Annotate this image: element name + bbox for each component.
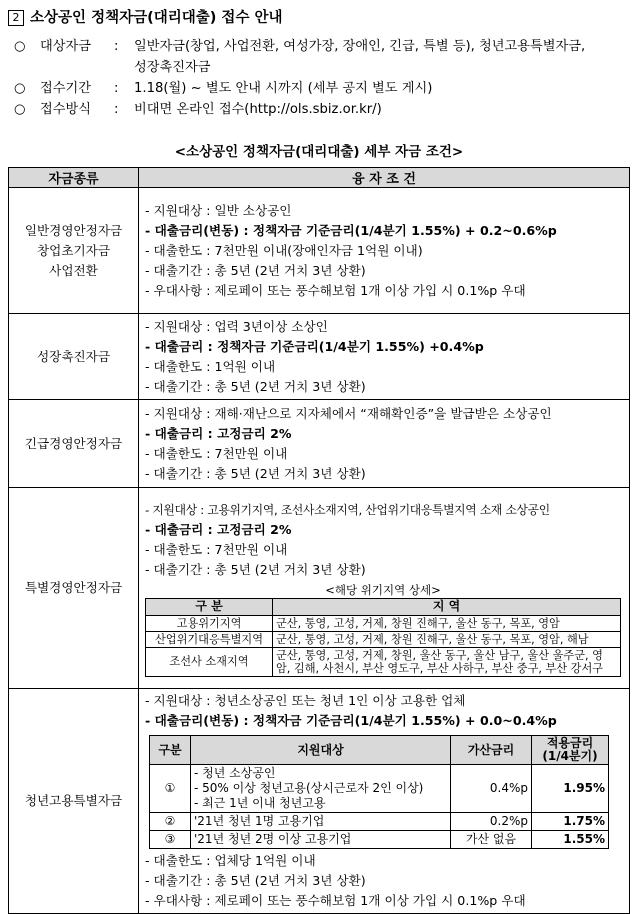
condition-line: - 대출기간 : 총 5년 (2년 거치 3년 상환): [145, 378, 366, 394]
youth-header-row: [150, 736, 609, 765]
table-row: [9, 488, 630, 689]
youth-header-rate: 적용금리 (1/4분기): [532, 736, 609, 765]
region-row: [146, 631, 621, 647]
youth-row: [150, 831, 609, 849]
condition-line: - 지원대상 : 일반 소상공인: [145, 202, 292, 218]
region-table-caption: <해당 위기지역 상세>: [325, 582, 441, 597]
intro-label: 접수기간: [40, 81, 91, 96]
region-kind: 조선사 소재지역: [146, 647, 273, 676]
intro-value-continued: 성장촉진자금: [134, 60, 211, 75]
intro-value: 1.18(월) ~ 별도 안내 시까지 (세부 공지 별도 게시): [134, 81, 433, 96]
youth-no: ①: [150, 765, 191, 813]
condition-line: - 우대사항 : 제로페이 또는 풍수해보험 1개 이상 가입 시 0.1%p 우대: [145, 893, 526, 908]
region-row: [146, 647, 621, 676]
conditions-cell: [139, 488, 630, 689]
intro-item: [14, 78, 634, 99]
conditions-cell: [139, 689, 630, 914]
circle-bullet-icon: ○: [14, 39, 26, 54]
table-row: [9, 188, 630, 314]
youth-target-line: - 청년 소상공인: [194, 766, 276, 780]
youth-no: ②: [150, 813, 191, 831]
youth-target-line: - 최근 1년 이내 청년고용: [194, 796, 326, 810]
fund-type-cell: [9, 400, 139, 488]
youth-header-no: 구분: [150, 736, 191, 765]
youth-rate: 1.55%: [532, 831, 609, 849]
crisis-region-table: [145, 598, 621, 677]
youth-rate: 1.95%: [532, 765, 609, 813]
condition-line: - 우대사항 : 제로페이 또는 풍수해보험 1개 이상 가입 시 0.1%p 우대: [145, 282, 526, 298]
condition-line: - 지원대상 : 청년소상공인 또는 청년 1인 이상 고용한 업체: [145, 693, 466, 708]
fund-conditions-table: [8, 167, 630, 914]
youth-add: 0.2%p: [451, 813, 532, 831]
youth-no: ③: [150, 831, 191, 849]
condition-line-rate: - 대출금리(변동) : 정책자금 기준금리(1/4분기 1.55%) + 0.0~0.4%p: [145, 713, 557, 728]
fund-type-label: 창업초기자금: [37, 242, 110, 258]
condition-line: - 대출한도 : 7천만원 이내: [145, 445, 288, 461]
fund-type-label: 사업전환: [49, 262, 98, 278]
intro-item: [14, 36, 634, 57]
region-kind: 산업위기대응특별지역: [146, 631, 273, 647]
intro-label: 대상자금: [40, 39, 91, 54]
section-number: 2: [8, 10, 24, 26]
table-row: [9, 689, 630, 914]
region-area: 군산, 통영, 고성, 거제, 창원 진해구, 울산 동구, 목포, 영암, 해남: [273, 631, 621, 647]
circle-bullet-icon: ○: [14, 102, 26, 117]
condition-line: - 지원대상 : 고용위기지역, 조선사소재지역, 산업위기대응특별지역 소재 소상공인: [145, 502, 550, 517]
youth-header-add: 가산금리: [451, 736, 532, 765]
region-header-area: 지 역: [273, 598, 621, 615]
conditions-cell: [139, 400, 630, 488]
youth-row: [150, 765, 609, 813]
youth-header-target: 지원대상: [191, 736, 451, 765]
condition-line: - 대출기간 : 총 5년 (2년 거치 3년 상환): [145, 262, 366, 278]
table-row: [9, 314, 630, 400]
fund-type-cell: [9, 188, 139, 314]
condition-line: - 대출기간 : 총 5년 (2년 거치 3년 상환): [145, 465, 366, 481]
condition-line-rate: - 대출금리 : 고정금리 2%: [145, 521, 292, 537]
region-kind: 고용위기지역: [146, 615, 273, 631]
youth-target-line: - 50% 이상 청년고용(상시근로자 2인 이상): [194, 781, 424, 795]
condition-line-rate: - 대출금리 : 정책자금 기준금리(1/4분기 1.55%) +0.4%p: [145, 338, 484, 354]
fund-type-label: 성장촉진자금: [37, 348, 110, 364]
condition-line: - 지원대상 : 업력 3년이상 소상인: [145, 318, 328, 334]
section-title: [8, 6, 283, 27]
condition-line-rate: - 대출금리(변동) : 정책자금 기준금리(1/4분기 1.55%) + 0.2~0.6%p: [145, 222, 557, 238]
youth-add: 0.4%p: [451, 765, 532, 813]
intro-separator: :: [114, 39, 119, 54]
condition-line: - 대출기간 : 총 5년 (2년 거치 3년 상환): [145, 561, 366, 577]
conditions-cell: [139, 314, 630, 400]
fund-type-cell: [9, 314, 139, 400]
conditions-cell: [139, 188, 630, 314]
table-row: [9, 400, 630, 488]
condition-line: - 대출한도 : 1억원 이내: [145, 358, 276, 374]
condition-line-rate: - 대출금리 : 고정금리 2%: [145, 425, 292, 441]
intro-list: [14, 36, 634, 120]
condition-line: - 대출기간 : 총 5년 (2년 거치 3년 상환): [145, 873, 366, 888]
condition-line: - 대출한도 : 7천만원 이내(장애인자금 1억원 이내): [145, 242, 423, 258]
intro-value: 비대면 온라인 접수(http://ols.sbiz.or.kr/): [134, 102, 382, 117]
youth-target: '21년 청년 1명 고용기업: [191, 813, 451, 831]
circle-bullet-icon: ○: [14, 81, 26, 96]
fund-type-label: 특별경영안정자금: [24, 580, 123, 595]
youth-target: '21년 청년 2명 이상 고용기업: [191, 831, 451, 849]
condition-line: - 대출한도 : 업체당 1억원 이내: [145, 853, 316, 868]
fund-type-label: 긴급경영안정자금: [24, 435, 123, 451]
region-row: [146, 615, 621, 631]
region-area: 군산, 통영, 고성, 거제, 창원, 울산 동구, 울산 남구, 울산 울주군, 영암, 김해, 사천시, 부산 영도구, 부산 사하구, 부산 중구, 부산 강서구: [273, 647, 621, 676]
fund-type-label: 일반경영안정자금: [24, 222, 123, 238]
intro-label: 접수방식: [40, 102, 91, 117]
intro-separator: :: [114, 102, 119, 117]
table-subtitle: <소상공인 정책자금(대리대출) 세부 자금 조건>: [174, 144, 464, 160]
fund-type-cell: [9, 488, 139, 689]
region-header-kind: 구 분: [146, 598, 273, 615]
region-header-row: [146, 598, 621, 615]
page-title: 소상공인 정책자금(대리대출) 접수 안내: [30, 10, 283, 26]
youth-rate: 1.75%: [532, 813, 609, 831]
youth-target: [191, 765, 451, 813]
intro-separator: :: [114, 81, 119, 96]
condition-line: - 지원대상 : 재해·재난으로 지자체에서 “재해확인증”을 발급받은 소상공인: [145, 405, 552, 421]
header-fund-type: 자금종류: [9, 168, 139, 188]
youth-row: [150, 813, 609, 831]
header-loan-conditions: 융 자 조 건: [139, 168, 630, 188]
intro-value: 일반자금(창업, 사업전환, 여성가장, 장애인, 긴급, 특별 등), 청년고용특별자금,: [134, 39, 586, 54]
youth-rate-table: [149, 735, 609, 849]
table-header-row: [9, 168, 630, 188]
region-area: 군산, 통영, 고성, 거제, 창원 진해구, 울산 동구, 목포, 영암: [273, 615, 621, 631]
fund-type-label: 청년고용특별자금: [24, 793, 123, 808]
intro-item: [14, 99, 634, 120]
fund-type-cell: [9, 689, 139, 914]
condition-line: - 대출한도 : 7천만원 이내: [145, 541, 288, 557]
youth-add: 가산 없음: [451, 831, 532, 849]
